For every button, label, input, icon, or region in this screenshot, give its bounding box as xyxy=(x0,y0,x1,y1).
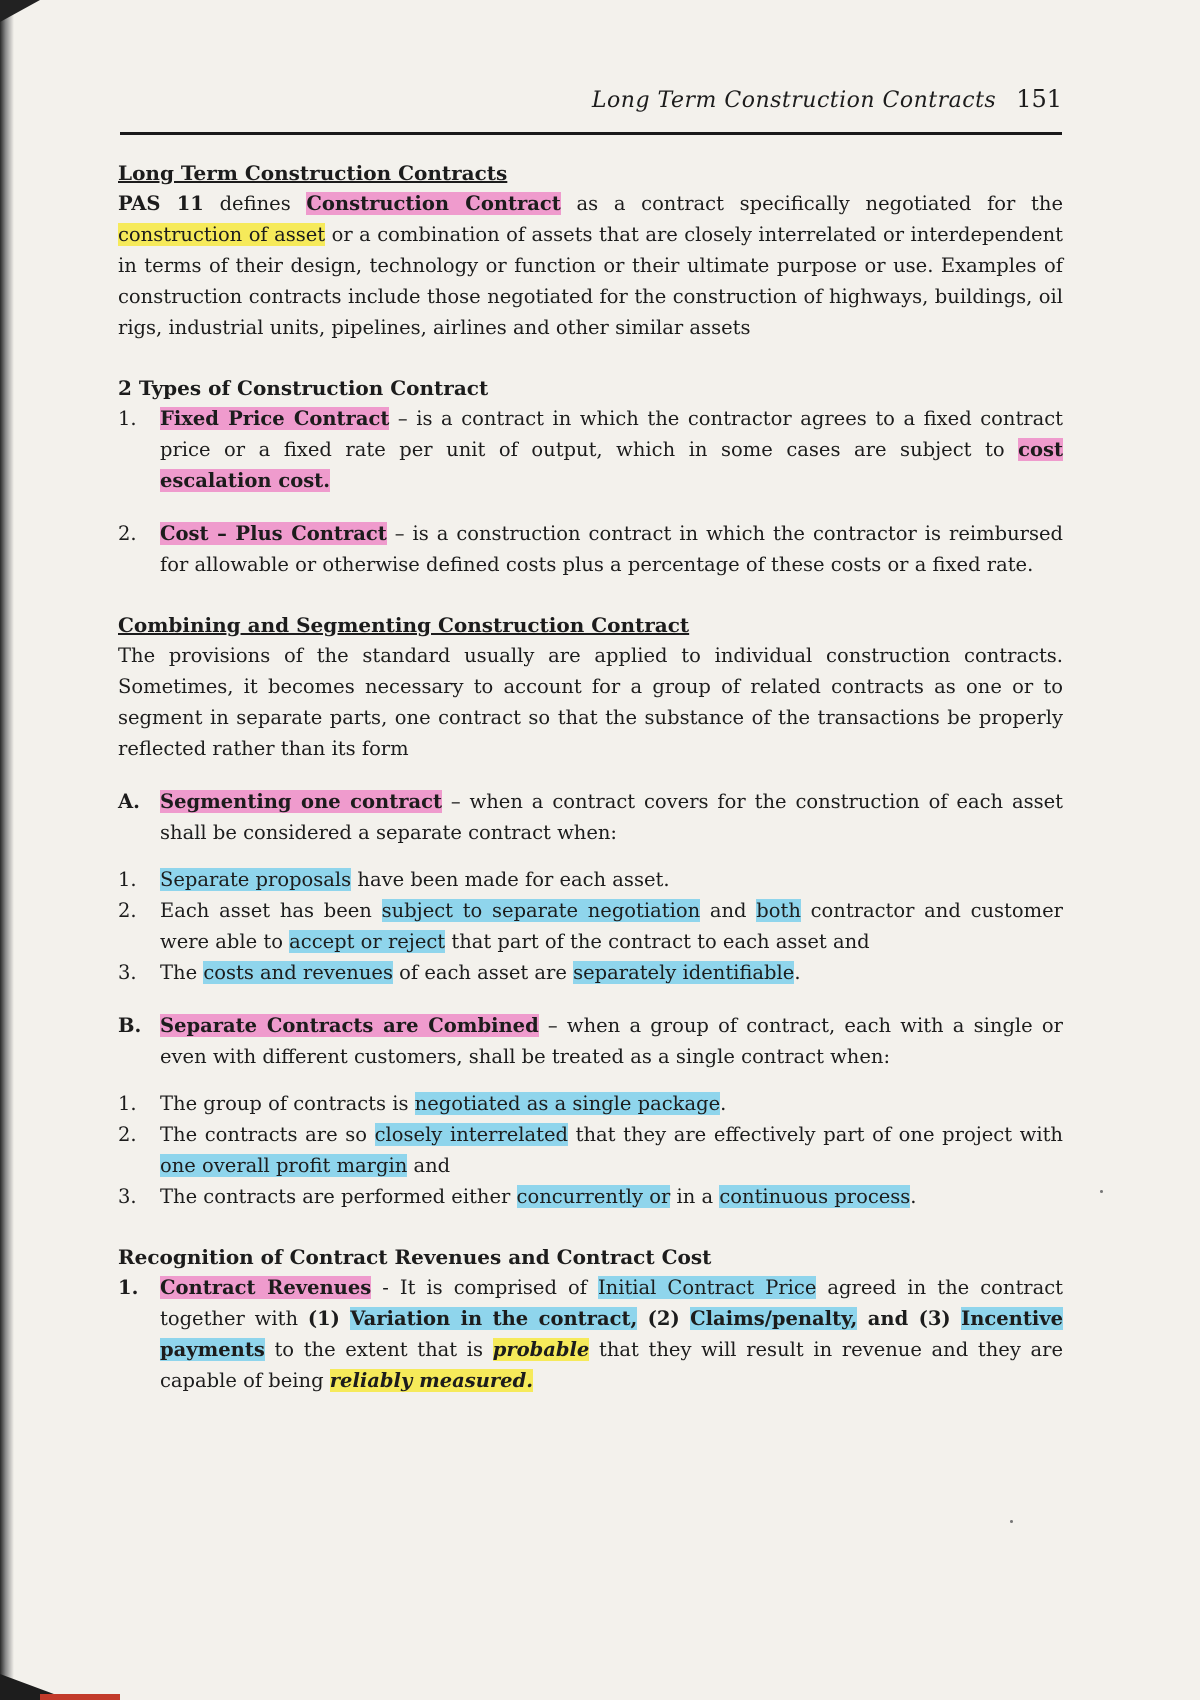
list-number: 1. xyxy=(118,1092,137,1115)
list-number: 2. xyxy=(118,522,137,545)
list-item xyxy=(118,957,1063,988)
text-run: - It is comprised of xyxy=(371,1276,598,1299)
scan-speck xyxy=(1100,1190,1103,1193)
list-item xyxy=(118,1272,1063,1396)
highlight-phrase: costs and revenues xyxy=(203,961,393,984)
highlight-phrase: Claims/penalty, xyxy=(690,1307,858,1330)
highlight-phrase: negotiated as a single package xyxy=(414,1092,721,1115)
scan-corner-top xyxy=(0,0,40,22)
list-number: 2. xyxy=(118,899,137,922)
text-run: or a combination of assets that are closely interrelated or interdependent in terms of their design, technology or function or their ultimate purpose or use. Examples of construction contracts include those negotiated for the construction of highways, buildings, oil rigs, industrial units, pipelines, airlines and other similar assets xyxy=(118,223,1063,339)
text-run: in a xyxy=(670,1185,720,1208)
section-heading: Recognition of Contract Revenues and Contract Cost xyxy=(118,1245,712,1269)
highlight-phrase: one overall profit margin xyxy=(160,1154,408,1177)
list-item xyxy=(118,1181,1063,1212)
highlight-phrase: Variation in the contract, xyxy=(350,1307,638,1330)
page-binding-edge xyxy=(0,0,14,1700)
list-item xyxy=(118,1119,1063,1181)
text-run: that part of the contract to each asset and xyxy=(445,930,870,953)
list-item xyxy=(118,864,1063,895)
text-run: The contracts are so xyxy=(160,1123,375,1146)
highlight-term: probable xyxy=(492,1338,590,1361)
text-run: . xyxy=(720,1092,727,1115)
lettered-item xyxy=(118,1010,1063,1072)
highlight-phrase: closely interrelated xyxy=(374,1123,569,1146)
scan-corner-red-strip xyxy=(40,1694,120,1700)
section-paragraph: The provisions of the standard usually are applied to individual construction contracts. Sometimes, it becomes necessary to account for a group of related contracts as one or to segment in separate parts, one contract so that the substance of the transactions be properly reflected rather than its form xyxy=(118,644,1063,760)
text-run: – is a contract in which the contractor agrees to a fixed contract price or a fixed rate per unit of output, which in some cases are subject to xyxy=(160,407,1063,461)
page-number: 151 xyxy=(1016,85,1062,113)
text-run: – when a contract covers for the construction of each asset shall be considered a separate contract when: xyxy=(160,790,1063,844)
highlight-term: Contract Revenues xyxy=(160,1276,372,1299)
text-run: The group of contracts is xyxy=(160,1092,415,1115)
highlight-phrase: concurrently or xyxy=(516,1185,671,1208)
running-title: Long Term Construction Contracts xyxy=(591,88,997,113)
highlight-phrase: Initial Contract Price xyxy=(597,1276,817,1299)
text-run: The contracts are performed either xyxy=(160,1185,517,1208)
header-rule xyxy=(120,132,1062,135)
text-run: (1) xyxy=(307,1307,351,1330)
list-item xyxy=(118,1088,1063,1119)
lettered-item xyxy=(118,786,1063,848)
list-letter: B. xyxy=(118,1014,142,1037)
list-number: 3. xyxy=(118,961,137,984)
text-run: – when a group of contract, each with a single or even with different customers, shall be treated as a single contract when: xyxy=(160,1014,1063,1068)
text-run: defines xyxy=(203,192,307,215)
page-content xyxy=(118,158,1063,1396)
highlight-term: cost escalation cost. xyxy=(160,438,1063,492)
text-run: as a contract specifically negotiated for the xyxy=(560,192,1063,215)
text-run: have been made for each asset. xyxy=(351,868,670,891)
text-run: of each asset are xyxy=(392,961,574,984)
highlight-term: Construction Contract xyxy=(306,192,561,215)
list-number: 1. xyxy=(118,868,137,891)
text-run: and xyxy=(407,1154,451,1177)
definition-paragraph xyxy=(118,188,1063,343)
text-run: . xyxy=(910,1185,917,1208)
text-run: The xyxy=(160,961,204,984)
highlight-phrase: subject to separate negotiation xyxy=(381,899,701,922)
text-run: that they are effectively part of one project with xyxy=(568,1123,1063,1146)
list-number: 1. xyxy=(118,407,137,430)
standard-ref: PAS 11 xyxy=(118,192,204,215)
text-run: agreed in the contract together with xyxy=(160,1276,1063,1330)
text-run: Each asset has been xyxy=(160,899,382,922)
highlight-phrase: separately identifiable xyxy=(573,961,795,984)
list-item xyxy=(118,895,1063,957)
text-run: and (3) xyxy=(857,1307,962,1330)
list-item xyxy=(118,403,1063,496)
list-letter: A. xyxy=(118,790,140,813)
highlight-term: Fixed Price Contract xyxy=(160,407,390,430)
highlight-phrase: Separate proposals xyxy=(160,868,352,891)
highlight-term: construction of asset xyxy=(118,223,326,246)
text-run: contractor and customer were able to xyxy=(160,899,1063,953)
section-heading: 2 Types of Construction Contract xyxy=(118,376,489,400)
list-number: 1. xyxy=(118,1276,139,1299)
text-run: . xyxy=(794,961,801,984)
highlight-phrase: both xyxy=(756,899,801,922)
running-header xyxy=(120,84,1062,113)
text-run: (2) xyxy=(637,1307,691,1330)
highlight-phrase: Incentive payments xyxy=(160,1307,1064,1361)
text-run: to the extent that is xyxy=(264,1338,493,1361)
highlight-phrase: continuous process xyxy=(719,1185,911,1208)
text-run: and xyxy=(700,899,757,922)
section-heading: Long Term Construction Contracts xyxy=(118,161,508,185)
highlight-phrase: accept or reject xyxy=(289,930,446,953)
list-item xyxy=(118,518,1063,580)
text-run: that they will result in revenue and they are capable of being xyxy=(160,1338,1063,1392)
list-number: 3. xyxy=(118,1185,137,1208)
highlight-term: reliably measured. xyxy=(329,1369,534,1392)
highlight-term: Cost – Plus Contract xyxy=(160,522,387,545)
text-run: – is a construction contract in which the contractor is reimbursed for allowable or otherwise defined costs plus a percentage of these costs or a fixed rate. xyxy=(160,522,1063,576)
scan-speck xyxy=(1010,1520,1013,1523)
list-number: 2. xyxy=(118,1123,137,1146)
highlight-term: Separate Contracts are Combined xyxy=(160,1014,539,1037)
highlight-term: Segmenting one contract xyxy=(160,790,442,813)
section-heading: Combining and Segmenting Construction Contract xyxy=(118,613,690,637)
